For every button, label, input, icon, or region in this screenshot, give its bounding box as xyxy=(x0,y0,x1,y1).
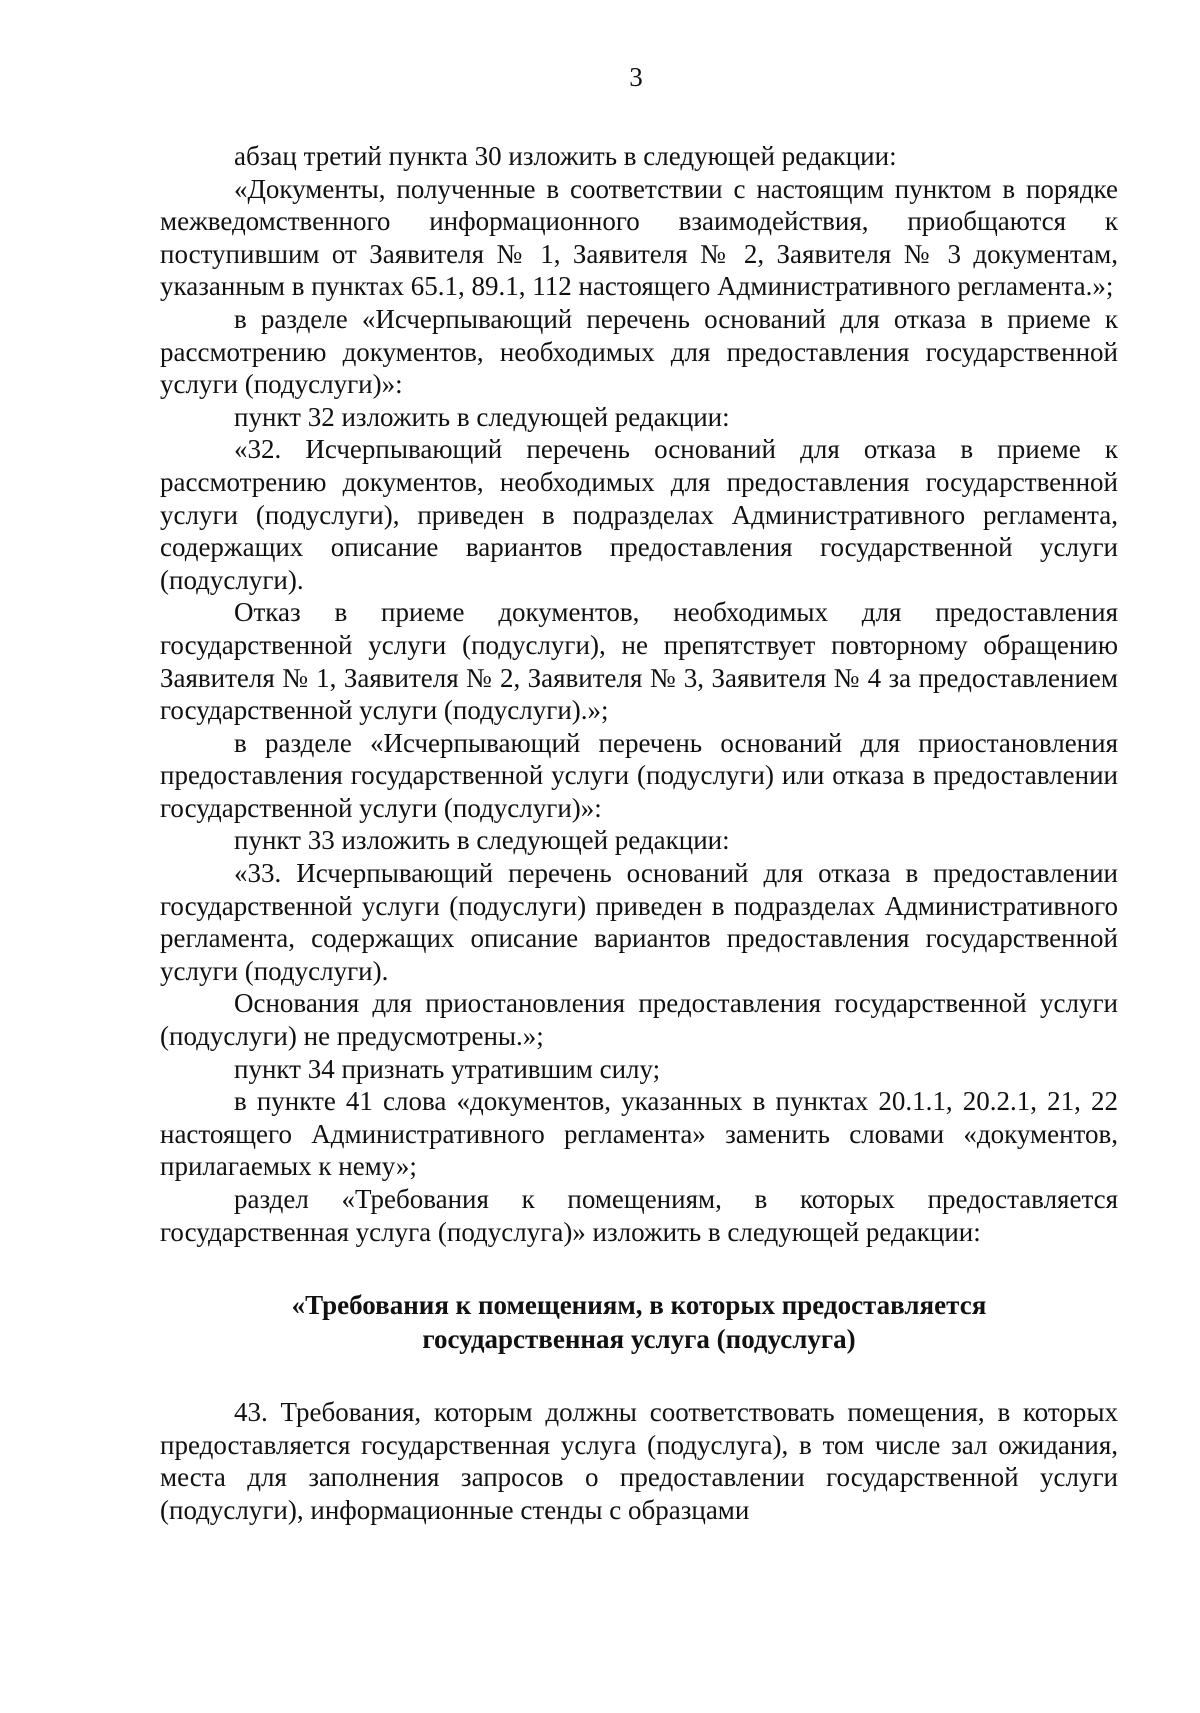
paragraph: пункт 33 изложить в следующей редакции: xyxy=(234,825,730,856)
paragraph: Основания для приостановления предоставления государственной услуги (подуслуги) не предусмотрены.»; xyxy=(160,988,1118,1052)
paragraph: 43. Требования, которым должны соответствовать помещения, в которых предоставляется государственная услуга (подуслуга), в том числе зал ожидания, места для заполнения запросов о предоставлении государственной услуги (подуслуги), информационные стенды с образцами xyxy=(160,1397,1118,1525)
section-heading xyxy=(160,1288,1118,1356)
paragraph: «32. Исчерпывающий перечень оснований для отказа в приеме к рассмотрению документов, необходимых для предоставления государственной услуги (подуслуги), приведен в подразделах Административного регламента, содержащих описание вариантов предоставления государственной услуги (подуслуги). xyxy=(160,434,1118,595)
paragraph: раздел «Требования к помещениям, в которых предоставляется государственная услуга (подуслуга)» изложить в следующей редакции: xyxy=(160,1184,1118,1247)
paragraph: пункт 34 признать утратившим силу; xyxy=(234,1053,661,1084)
paragraph: Отказ в приеме документов, необходимых для предоставления государственной услуги (подуслуги), не препятствует повторному обращению Заявителя № 1, Заявителя № 2, Заявителя № 3, Заявителя № 4 за предоставлением государственной услуги (подуслуги).»; xyxy=(160,597,1118,726)
section-heading-line: «Требования к помещениям, в которых предоставляется xyxy=(291,1290,987,1321)
page-number: 3 xyxy=(629,62,643,92)
paragraph: в разделе «Исчерпывающий перечень оснований для отказа в приеме к рассмотрению документов, необходимых для предоставления государственной услуги (подуслуги)»: xyxy=(160,303,1118,400)
paragraph: «33. Исчерпывающий перечень оснований для отказа в предоставлении государственной услуги (подуслуги) приведен в подразделах Административного регламента, содержащих описание вариантов предоставления государственной услуги (подуслуги). xyxy=(160,858,1118,986)
paragraph: в пункте 41 слова «документов, указанных в пунктах 20.1.1, 20.2.1, 21, 22 настоящего Административного регламента» заменить словами «документов, прилагаемых к нему»; xyxy=(160,1086,1118,1182)
section-heading-line: государственная услуга (подуслуга) xyxy=(422,1324,856,1355)
paragraph: пункт 32 изложить в следующей редакции: xyxy=(234,401,730,432)
paragraph: «Документы, полученные в соответствии с настоящим пунктом в порядке межведомственного информационного взаимодействия, приобщаются к поступившим от Заявителя № 1, Заявителя № 2, Заявителя № 3 документам, указанным в пунктах 65.1, 89.1, 112 настоящего Административного регламента.»; xyxy=(160,173,1118,302)
paragraph: абзац третий пункта 30 изложить в следующей редакции: xyxy=(234,141,897,171)
document-body xyxy=(160,140,1118,1527)
paragraph: в разделе «Исчерпывающий перечень оснований для приостановления предоставления государственной услуги (подуслуги) или отказа в предоставлении государственной услуги (подуслуги)»: xyxy=(160,727,1118,823)
